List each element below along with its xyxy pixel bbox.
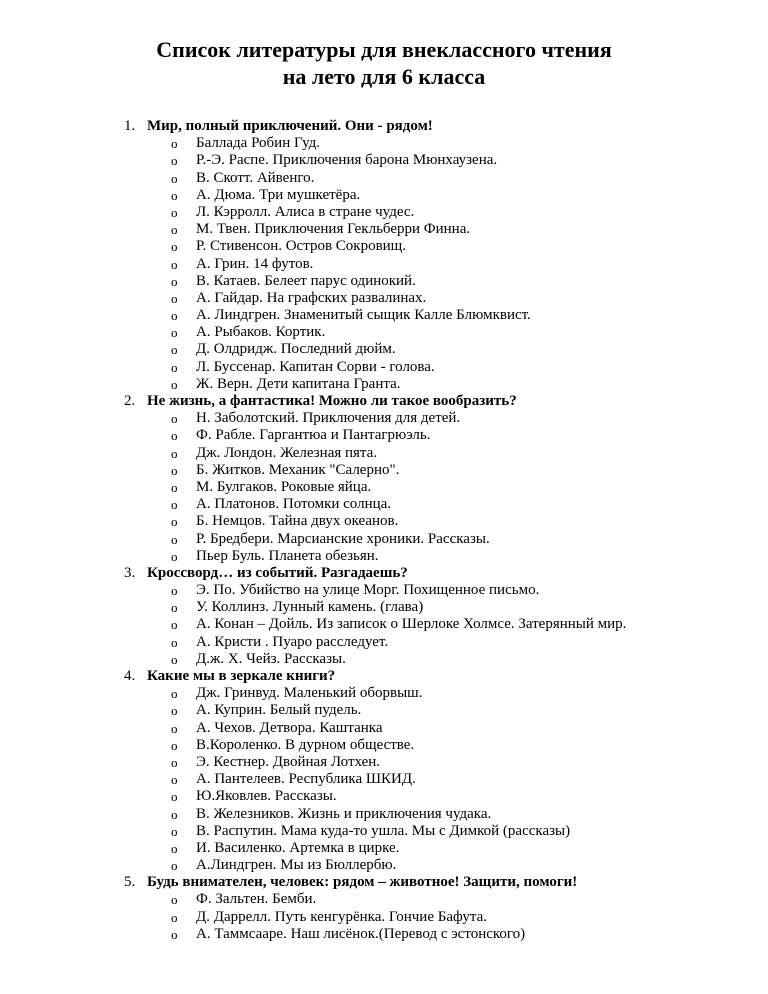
list-item: [0, 616, 768, 633]
list-item: [0, 496, 768, 513]
list-item-text: В. Железников. Жизнь и приключения чудака.: [196, 805, 492, 822]
title-line-2: на лето для 6 класса: [282, 64, 486, 89]
section-heading: [0, 668, 768, 685]
bullet-marker: o: [171, 187, 178, 203]
list-item-text: Баллада Робин Гуд.: [196, 135, 321, 152]
bullet-marker: o: [171, 308, 178, 324]
list-item: [0, 135, 768, 152]
list-item: [0, 324, 768, 341]
section-number: 1.: [124, 118, 136, 134]
bullet-marker: o: [171, 634, 178, 650]
bullet-marker: o: [171, 411, 178, 427]
list-item-text: А.Линдгрен. Мы из Бюллербю.: [196, 857, 397, 874]
bullet-marker: o: [171, 531, 178, 547]
bullet-marker: o: [171, 273, 178, 289]
list-item-text: Ф. Зальтен. Бемби.: [196, 891, 317, 908]
section-number: 5.: [124, 874, 136, 891]
bullet-marker: o: [171, 772, 178, 788]
list-item: [0, 341, 768, 358]
list-item-text: Пьер Буль. Планета обезьян.: [196, 547, 379, 564]
list-item-text: Р.-Э. Распе. Приключения барона Мюнхаузена.: [196, 152, 498, 169]
list-item: [0, 238, 768, 255]
bullet-marker: o: [171, 737, 178, 753]
list-item: [0, 909, 768, 926]
list-item: [0, 445, 768, 462]
bullet-marker: o: [171, 840, 178, 856]
section-number: 2.: [124, 393, 136, 409]
bullet-marker: o: [171, 686, 178, 702]
list-item: [0, 376, 768, 393]
list-item: [0, 806, 768, 823]
list-item: [0, 823, 768, 840]
list-item: [0, 187, 768, 204]
title-line-1: Список литературы для внеклассного чтения: [156, 37, 612, 62]
list-item: [0, 720, 768, 737]
list-item-text: Д.ж. Х. Чейз. Рассказы.: [196, 650, 346, 667]
list-item-text: Д. Олдридж. Последний дюйм.: [196, 341, 396, 358]
list-item-text: В.Короленко. В дурном обществе.: [196, 736, 415, 753]
bullet-marker: o: [171, 153, 178, 169]
section-heading-text: Кроссворд… из событий. Разгадаешь?: [147, 564, 408, 581]
list-item: [0, 788, 768, 805]
bullet-marker: o: [171, 204, 178, 220]
list-item-text: Б. Житков. Механик "Салерно".: [196, 461, 400, 478]
list-item: [0, 548, 768, 565]
list-item: [0, 170, 768, 187]
list-item: [0, 221, 768, 238]
list-item-text: А. Рыбаков. Кортик.: [196, 324, 326, 341]
list-item-text: Л. Буссенар. Капитан Сорви - голова.: [196, 358, 435, 375]
list-item-text: А. Таммсааре. Наш лисёнок.(Перевод с эстонского): [196, 925, 526, 942]
list-item: [0, 771, 768, 788]
list-item-text: И. Василенко. Артемка в цирке.: [196, 839, 400, 856]
reading-list: [0, 118, 768, 943]
list-item-text: Р. Стивенсон. Остров Сокровищ.: [196, 238, 406, 255]
list-item: [0, 737, 768, 754]
list-section: [0, 668, 768, 874]
list-item-text: Б. Немцов. Тайна двух океанов.: [196, 513, 399, 530]
list-item: [0, 582, 768, 599]
list-item: [0, 513, 768, 530]
bullet-marker: o: [171, 136, 178, 152]
list-item-text: Дж. Гринвуд. Маленький оборвыш.: [196, 685, 423, 702]
bullet-marker: o: [171, 789, 178, 805]
list-item-text: А. Линдгрен. Знаменитый сыщик Калле Блюмквист.: [196, 307, 531, 324]
list-item: [0, 840, 768, 857]
list-item: [0, 857, 768, 874]
list-item-text: В. Распутин. Мама куда-то ушла. Мы с Димкой (рассказы): [196, 822, 571, 839]
bullet-marker: o: [171, 239, 178, 255]
list-item-text: А. Дюма. Три мушкетёра.: [196, 186, 361, 203]
section-number: 3.: [124, 564, 136, 581]
bullet-marker: o: [171, 926, 178, 942]
bullet-marker: o: [171, 342, 178, 358]
bullet-marker: o: [171, 479, 178, 495]
list-item-text: Ж. Верн. Дети капитана Гранта.: [196, 375, 401, 392]
bullet-marker: o: [171, 497, 178, 513]
section-heading: [0, 118, 768, 135]
list-item-text: А. Платонов. Потомки солнца.: [196, 496, 392, 513]
list-item-text: Ф. Рабле. Гаргантюа и Пантагрюэль.: [196, 427, 431, 444]
list-item-text: Дж. Лондон. Железная пята.: [196, 444, 378, 461]
list-item-text: В. Катаев. Белеет парус одинокий.: [196, 272, 416, 289]
bullet-marker: o: [171, 170, 178, 186]
bullet-marker: o: [171, 806, 178, 822]
section-heading: [0, 874, 768, 891]
list-item-text: Р. Бредбери. Марсианские хроники. Рассказы.: [196, 530, 490, 547]
bullet-marker: o: [171, 359, 178, 375]
section-heading: [0, 393, 768, 410]
list-item: [0, 427, 768, 444]
list-item: [0, 685, 768, 702]
bullet-marker: o: [171, 325, 178, 341]
list-item: [0, 702, 768, 719]
list-item-text: А. Кристи . Пуаро расследует.: [196, 633, 389, 650]
list-section: [0, 118, 768, 393]
list-item-text: М. Булгаков. Роковые яйца.: [196, 478, 372, 495]
list-item-text: Э. Кестнер. Двойная Лотхен.: [196, 753, 381, 770]
bullet-marker: o: [171, 703, 178, 719]
list-item: [0, 152, 768, 169]
list-item-text: А. Гайдар. На графских развалинах.: [196, 289, 427, 306]
bullet-marker: o: [171, 445, 178, 461]
bullet-marker: o: [171, 617, 178, 633]
list-item-text: А. Пантелеев. Республика ШКИД.: [196, 771, 416, 788]
section-heading-text: Мир, полный приключений. Они - рядом!: [147, 118, 433, 134]
section-heading-text: Будь внимателен, человек: рядом – животное! Защити, помоги!: [147, 874, 578, 891]
list-item: [0, 307, 768, 324]
list-item-text: Ю.Яковлев. Рассказы.: [196, 788, 337, 805]
list-item-text: Д. Даррелл. Путь кенгурёнка. Гончие Бафута.: [196, 908, 488, 925]
section-heading-text: Не жизнь, а фантастика! Можно ли такое вообразить?: [147, 393, 517, 409]
bullet-marker: o: [171, 548, 178, 564]
list-item: [0, 462, 768, 479]
list-item: [0, 359, 768, 376]
list-item: [0, 891, 768, 908]
list-item: [0, 256, 768, 273]
list-section: [0, 393, 768, 565]
list-item: [0, 204, 768, 221]
bullet-marker: o: [171, 428, 178, 444]
list-item: [0, 926, 768, 943]
list-item: [0, 599, 768, 616]
bullet-marker: o: [171, 514, 178, 530]
bullet-marker: o: [171, 462, 178, 478]
bullet-marker: o: [171, 600, 178, 616]
bullet-marker: o: [171, 290, 178, 306]
list-item-text: А. Грин. 14 футов.: [196, 255, 314, 272]
bullet-marker: o: [171, 909, 178, 925]
list-item-text: А. Куприн. Белый пудель.: [196, 702, 362, 719]
bullet-marker: o: [171, 892, 178, 908]
list-item: [0, 410, 768, 427]
list-item-text: У. Коллинз. Лунный камень. (глава): [196, 599, 424, 616]
bullet-marker: o: [171, 651, 178, 667]
bullet-marker: o: [171, 256, 178, 272]
list-item-text: М. Твен. Приключения Гекльберри Финна.: [196, 221, 471, 238]
bullet-marker: o: [171, 583, 178, 599]
list-item: [0, 273, 768, 290]
list-item-text: Н. Заболотский. Приключения для детей.: [196, 410, 461, 427]
document-title: [0, 36, 768, 90]
list-section: [0, 565, 768, 668]
list-item-text: А. Чехов. Детвора. Каштанка: [196, 719, 383, 736]
list-item-text: А. Конан – Дойль. Из записок о Шерлоке Холмсе. Затерянный мир.: [196, 616, 627, 633]
list-item-text: Л. Кэрролл. Алиса в стране чудес.: [196, 203, 415, 220]
bullet-marker: o: [171, 858, 178, 874]
bullet-marker: o: [171, 823, 178, 839]
list-item-text: В. Скотт. Айвенго.: [196, 169, 315, 186]
list-item: [0, 479, 768, 496]
list-item: [0, 290, 768, 307]
bullet-marker: o: [171, 222, 178, 238]
list-item: [0, 531, 768, 548]
section-number: 4.: [124, 668, 136, 684]
section-heading: [0, 565, 768, 582]
list-item-text: Э. По. Убийство на улице Морг. Похищенное письмо.: [196, 582, 540, 599]
bullet-marker: o: [171, 376, 178, 392]
list-item: [0, 634, 768, 651]
list-item: [0, 754, 768, 771]
section-heading-text: Какие мы в зеркале книги?: [147, 668, 336, 684]
list-item: [0, 651, 768, 668]
bullet-marker: o: [171, 720, 178, 736]
list-section: [0, 874, 768, 943]
bullet-marker: o: [171, 754, 178, 770]
